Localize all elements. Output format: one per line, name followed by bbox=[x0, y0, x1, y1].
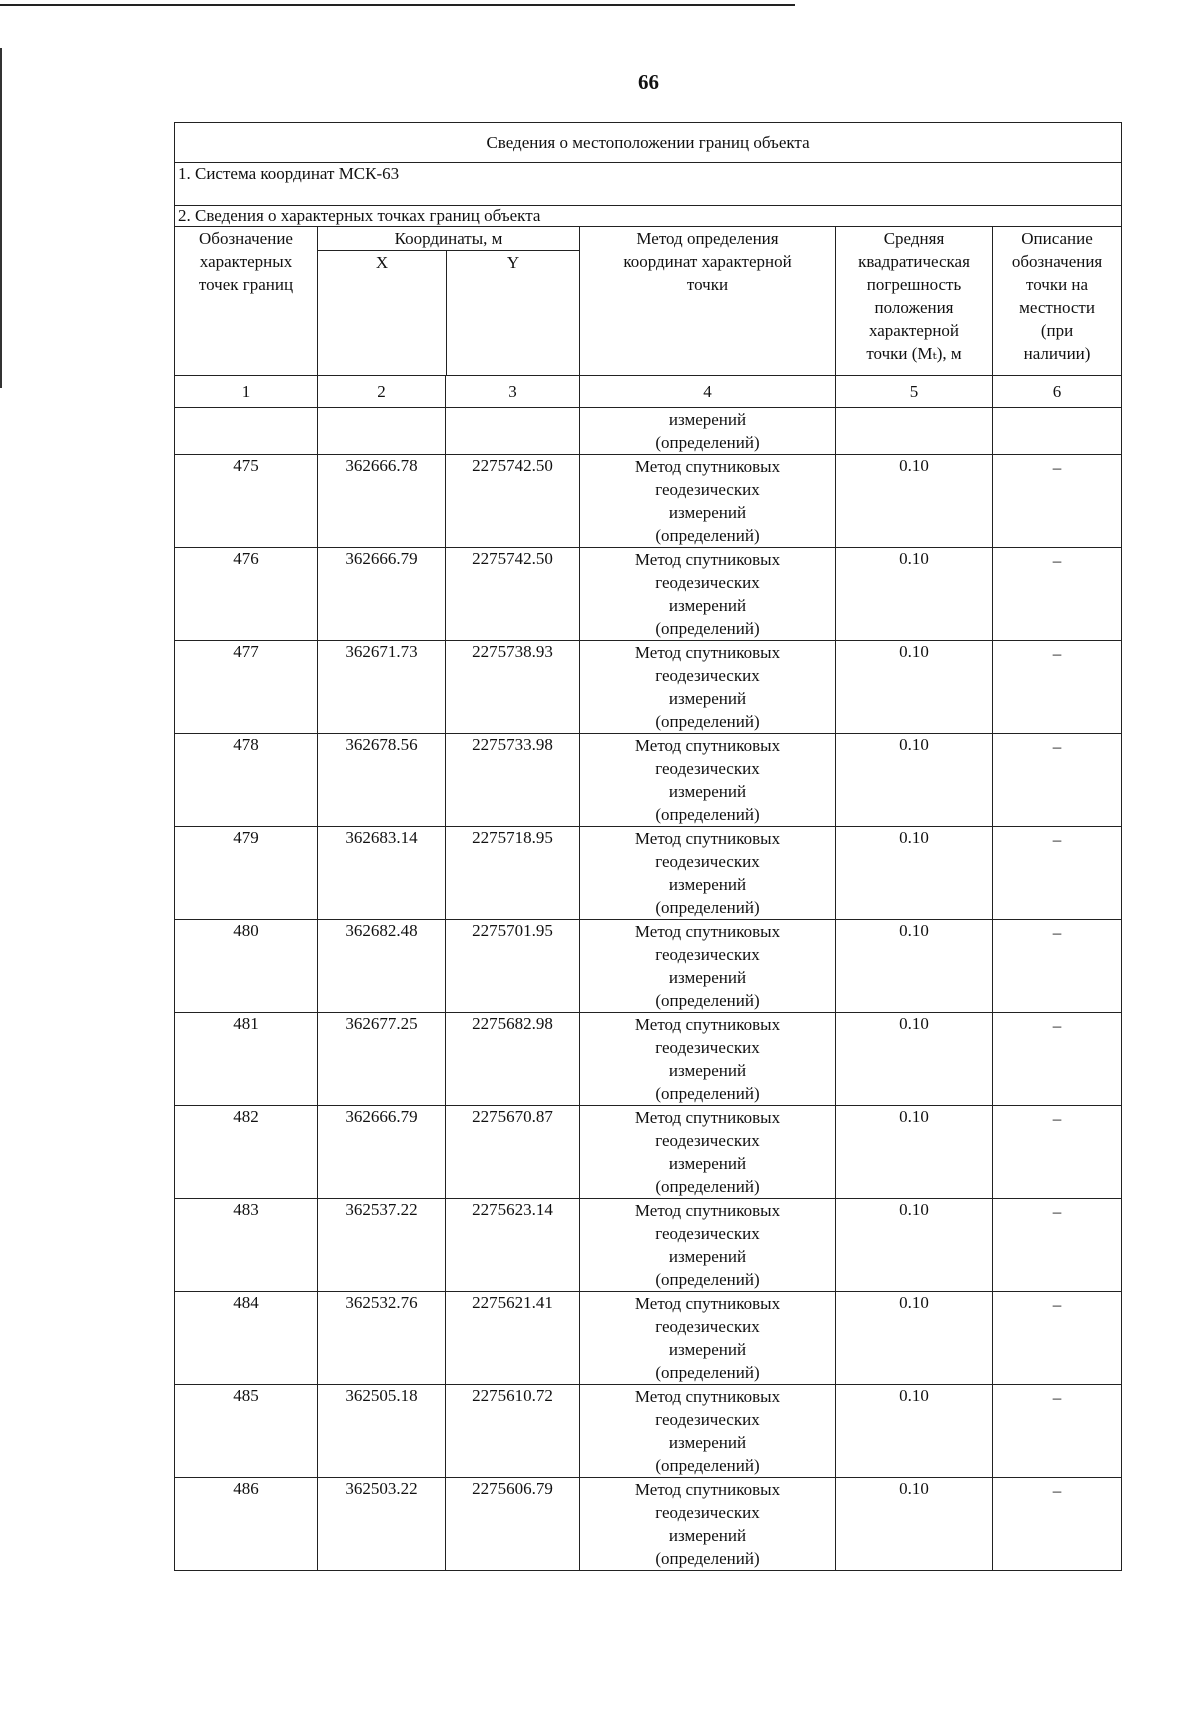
table-row bbox=[175, 734, 1122, 827]
description-value: – bbox=[993, 920, 1122, 1013]
table-row bbox=[175, 1199, 1122, 1292]
top-scan-rule bbox=[0, 4, 795, 6]
section-title: 2. Сведения о характерных точках границ объекта bbox=[175, 206, 1122, 227]
accuracy-value: 0.10 bbox=[836, 455, 993, 548]
method-cell: Метод спутниковых геодезических измерений (определений) bbox=[580, 1385, 836, 1478]
boundary-points-table bbox=[174, 122, 1122, 1571]
coord-x: 362682.48 bbox=[318, 920, 446, 1013]
coord-x: 362671.73 bbox=[318, 641, 446, 734]
accuracy-value: 0.10 bbox=[836, 1106, 993, 1199]
point-number: 481 bbox=[175, 1013, 318, 1106]
accuracy-value: 0.10 bbox=[836, 641, 993, 734]
table-row bbox=[175, 1106, 1122, 1199]
point-number: 478 bbox=[175, 734, 318, 827]
table-row bbox=[175, 920, 1122, 1013]
point-number: 482 bbox=[175, 1106, 318, 1199]
column-number: 6 bbox=[993, 376, 1122, 408]
column-number: 1 bbox=[175, 376, 318, 408]
description-value: – bbox=[993, 1292, 1122, 1385]
header-point: Обозначение характерных точек границ bbox=[175, 227, 318, 376]
coord-y: 2275733.98 bbox=[446, 734, 580, 827]
coord-x: 362532.76 bbox=[318, 1292, 446, 1385]
column-number: 3 bbox=[446, 376, 580, 408]
table-row bbox=[175, 1013, 1122, 1106]
description-value: – bbox=[993, 641, 1122, 734]
table-row bbox=[175, 641, 1122, 734]
accuracy-value: 0.10 bbox=[836, 734, 993, 827]
point-number: 485 bbox=[175, 1385, 318, 1478]
table-row bbox=[175, 827, 1122, 920]
column-number: 5 bbox=[836, 376, 993, 408]
description-value: – bbox=[993, 1106, 1122, 1199]
table-row bbox=[175, 548, 1122, 641]
description-value: – bbox=[993, 1013, 1122, 1106]
header-accuracy: Средняя квадратическая погрешность положения характерной точки (Mₜ), м bbox=[836, 227, 993, 376]
method-cell: Метод спутниковых геодезических измерений (определений) bbox=[580, 920, 836, 1013]
continuation-row bbox=[175, 408, 1122, 455]
coord-y: 2275670.87 bbox=[446, 1106, 580, 1199]
accuracy-value: 0.10 bbox=[836, 1199, 993, 1292]
method-cell: Метод спутниковых геодезических измерений (определений) bbox=[580, 734, 836, 827]
accuracy-value: 0.10 bbox=[836, 1292, 993, 1385]
description-value: – bbox=[993, 1385, 1122, 1478]
coord-x: 362505.18 bbox=[318, 1385, 446, 1478]
accuracy-value: 0.10 bbox=[836, 1478, 993, 1571]
accuracy-value: 0.10 bbox=[836, 1013, 993, 1106]
description-value: – bbox=[993, 734, 1122, 827]
coord-x: 362666.79 bbox=[318, 548, 446, 641]
point-number: 476 bbox=[175, 548, 318, 641]
method-cell: Метод спутниковых геодезических измерений (определений) bbox=[580, 1199, 836, 1292]
coord-x: 362666.79 bbox=[318, 1106, 446, 1199]
method-cell: Метод спутниковых геодезических измерений (определений) bbox=[580, 548, 836, 641]
table-title: Сведения о местоположении границ объекта bbox=[175, 123, 1122, 163]
coord-x: 362503.22 bbox=[318, 1478, 446, 1571]
coord-y: 2275623.14 bbox=[446, 1199, 580, 1292]
description-value: – bbox=[993, 827, 1122, 920]
method-cell: Метод спутниковых геодезических измерений (определений) bbox=[580, 1013, 836, 1106]
point-number: 486 bbox=[175, 1478, 318, 1571]
coord-x: 362677.25 bbox=[318, 1013, 446, 1106]
coord-y: 2275742.50 bbox=[446, 548, 580, 641]
header-description: Описание обозначения точки на местности (при наличии) bbox=[993, 227, 1122, 376]
coord-y: 2275621.41 bbox=[446, 1292, 580, 1385]
point-number: 480 bbox=[175, 920, 318, 1013]
coord-x: 362666.78 bbox=[318, 455, 446, 548]
point-number: 483 bbox=[175, 1199, 318, 1292]
method-cell: Метод спутниковых геодезических измерений (определений) bbox=[580, 1106, 836, 1199]
coord-y: 2275606.79 bbox=[446, 1478, 580, 1571]
method-cell: Метод спутниковых геодезических измерений (определений) bbox=[580, 641, 836, 734]
table-body bbox=[175, 455, 1122, 1571]
table-row bbox=[175, 455, 1122, 548]
header-y: Y bbox=[506, 253, 520, 272]
coord-y: 2275682.98 bbox=[446, 1013, 580, 1106]
accuracy-value: 0.10 bbox=[836, 548, 993, 641]
column-number: 2 bbox=[318, 376, 446, 408]
coordinate-system: 1. Система координат МСК-63 bbox=[175, 163, 1122, 206]
left-scan-rule bbox=[0, 48, 2, 388]
header-x: X bbox=[318, 251, 447, 375]
table-row bbox=[175, 1292, 1122, 1385]
coord-y: 2275742.50 bbox=[446, 455, 580, 548]
description-value: – bbox=[993, 548, 1122, 641]
accuracy-value: 0.10 bbox=[836, 920, 993, 1013]
continuation-method: измерений (определений) bbox=[580, 408, 836, 455]
description-value: – bbox=[993, 1478, 1122, 1571]
coord-y: 2275701.95 bbox=[446, 920, 580, 1013]
accuracy-value: 0.10 bbox=[836, 1385, 993, 1478]
column-numbers-row bbox=[175, 376, 1122, 408]
coord-y: 2275610.72 bbox=[446, 1385, 580, 1478]
coord-x: 362683.14 bbox=[318, 827, 446, 920]
table-row bbox=[175, 1478, 1122, 1571]
page-number: 66 bbox=[638, 70, 659, 94]
coord-x: 362537.22 bbox=[318, 1199, 446, 1292]
header-row bbox=[175, 227, 1122, 376]
point-number: 475 bbox=[175, 455, 318, 548]
point-number: 477 bbox=[175, 641, 318, 734]
method-cell: Метод спутниковых геодезических измерений (определений) bbox=[580, 827, 836, 920]
header-coords bbox=[318, 227, 580, 376]
coord-y: 2275738.93 bbox=[446, 641, 580, 734]
description-value: – bbox=[993, 1199, 1122, 1292]
column-number: 4 bbox=[580, 376, 836, 408]
method-cell: Метод спутниковых геодезических измерений (определений) bbox=[580, 1478, 836, 1571]
point-number: 484 bbox=[175, 1292, 318, 1385]
coord-y: 2275718.95 bbox=[446, 827, 580, 920]
header-method: Метод определения координат характерной точки bbox=[580, 227, 836, 376]
accuracy-value: 0.10 bbox=[836, 827, 993, 920]
description-value: – bbox=[993, 455, 1122, 548]
method-cell: Метод спутниковых геодезических измерений (определений) bbox=[580, 1292, 836, 1385]
header-coords-group: Координаты, м bbox=[318, 227, 579, 251]
point-number: 479 bbox=[175, 827, 318, 920]
table-row bbox=[175, 1385, 1122, 1478]
method-cell: Метод спутниковых геодезических измерений (определений) bbox=[580, 455, 836, 548]
coord-x: 362678.56 bbox=[318, 734, 446, 827]
